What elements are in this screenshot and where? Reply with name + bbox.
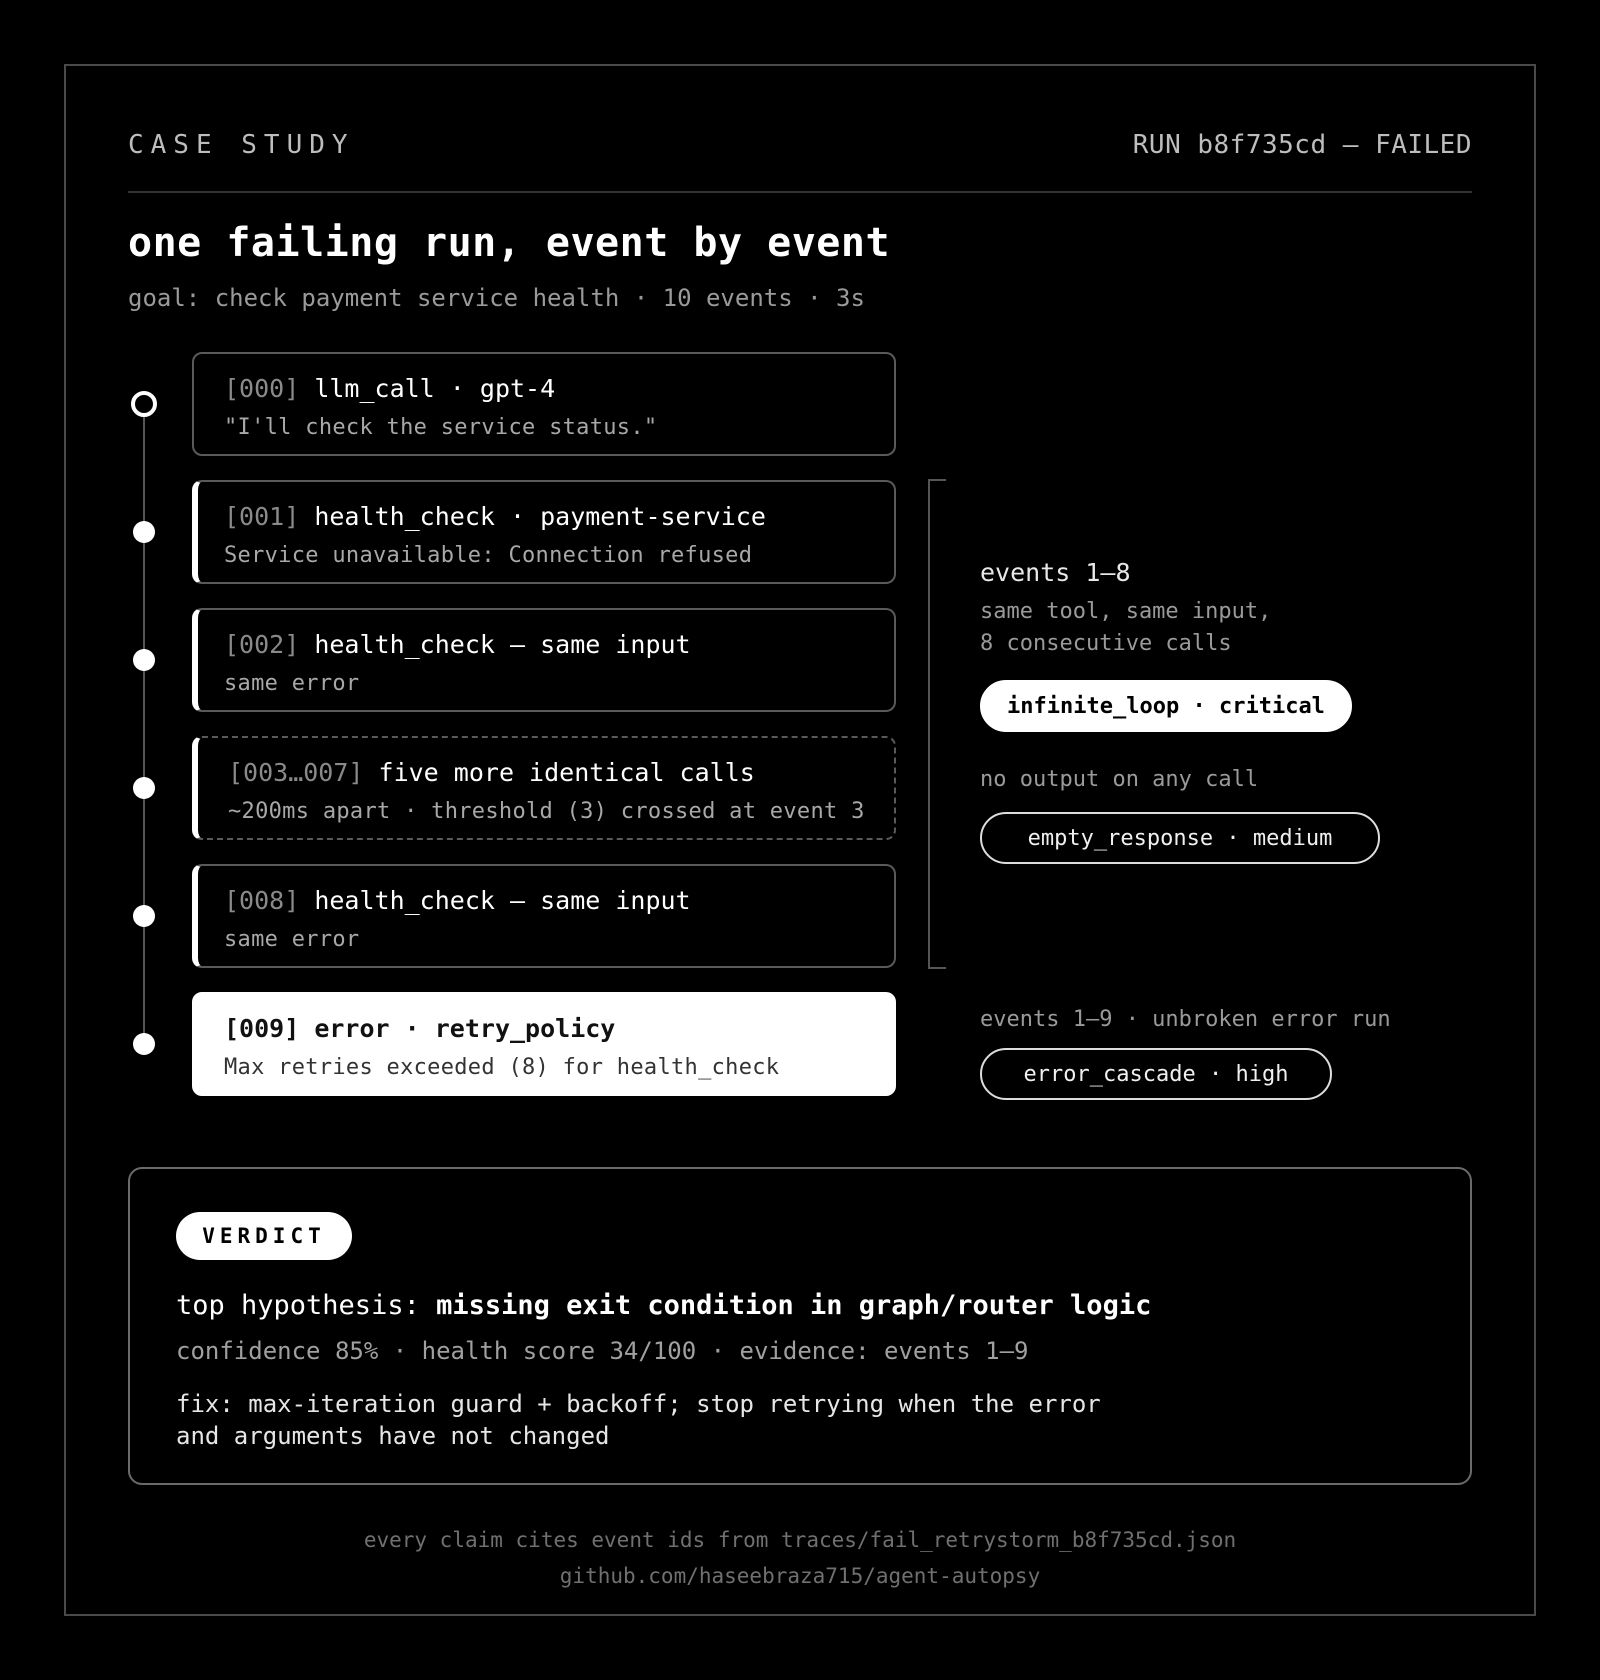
event-card-009[interactable]: [192, 992, 896, 1096]
top-hypothesis: [176, 1290, 1151, 1321]
timeline-dot: [133, 905, 155, 927]
event-id: [000]: [224, 374, 300, 403]
event-id: [003…007]: [228, 758, 364, 787]
event-detail: "I'll check the service status.": [224, 415, 658, 440]
event-card-001[interactable]: [192, 480, 896, 584]
event-head: five more identical calls: [378, 758, 755, 787]
timeline-spine: [143, 406, 145, 1044]
event-id: [009]: [224, 1014, 300, 1043]
timeline-dot: [133, 521, 155, 543]
event-id: [001]: [224, 502, 300, 531]
event-detail: ~200ms apart · threshold (3) crossed at event 3: [228, 799, 865, 824]
infinite-loop-badge[interactable]: infinite_loop · critical: [980, 680, 1352, 732]
verdict-fix: [176, 1388, 1176, 1452]
error-cascade-note: events 1–9 · unbroken error run: [980, 1007, 1391, 1032]
event-detail: Max retries exceeded (8) for health_check: [224, 1055, 780, 1080]
event-head: health_check — same input: [314, 630, 691, 659]
error-cascade-badge[interactable]: error_cascade · high: [980, 1048, 1332, 1100]
hypothesis-prefix: top hypothesis:: [176, 1290, 437, 1321]
verdict-badge: VERDICT: [176, 1212, 352, 1260]
event-detail: same error: [224, 671, 360, 696]
fix-line-2: and arguments have not changed: [176, 1422, 610, 1450]
event-card-000[interactable]: [192, 352, 896, 456]
verdict-metrics: confidence 85% · health score 34/100 · evidence: events 1–9: [176, 1337, 1029, 1365]
page-title: one failing run, event by event: [128, 220, 891, 266]
event-id: [008]: [224, 886, 300, 915]
timeline-dot-start: [131, 391, 157, 417]
event-detail: same error: [224, 927, 360, 952]
fix-line-1: fix: max-iteration guard + backoff; stop retrying when the error: [176, 1390, 1101, 1418]
event-card-008[interactable]: [192, 864, 896, 968]
footer-citation: every claim cites event ids from traces/fail_retrystorm_b8f735cd.json: [363, 1528, 1237, 1552]
event-head: health_check — same input: [314, 886, 691, 915]
event-detail: Service unavailable: Connection refused: [224, 543, 753, 568]
loop-note-line-1: same tool, same input,: [980, 599, 1272, 624]
timeline-dot-end: [133, 1033, 155, 1055]
loop-note-line-2: 8 consecutive calls: [980, 631, 1232, 656]
event-id: [002]: [224, 630, 300, 659]
timeline-dot: [133, 649, 155, 671]
event-card-002[interactable]: [192, 608, 896, 712]
page-subtitle: goal: check payment service health · 10 events · 3s: [128, 284, 865, 312]
header-divider: [128, 191, 1472, 193]
event-card-003-007[interactable]: [192, 736, 896, 840]
run-status: RUN b8f735cd — FAILED: [1132, 130, 1472, 160]
events-bracket: [928, 479, 946, 969]
timeline-dot: [133, 777, 155, 799]
hypothesis-text: missing exit condition in graph/router logic: [436, 1290, 1152, 1321]
empty-response-badge[interactable]: empty_response · medium: [980, 812, 1380, 864]
event-head: error · retry_policy: [314, 1014, 616, 1043]
event-head: llm_call · gpt-4: [314, 374, 556, 403]
footer-repo-link[interactable]: github.com/haseebraza715/agent-autopsy: [559, 1564, 1041, 1588]
findings-group-heading: events 1–8: [980, 558, 1131, 587]
event-head: health_check · payment-service: [314, 502, 766, 531]
empty-response-note: no output on any call: [980, 767, 1259, 792]
kicker-label: CASE STUDY: [128, 130, 355, 160]
